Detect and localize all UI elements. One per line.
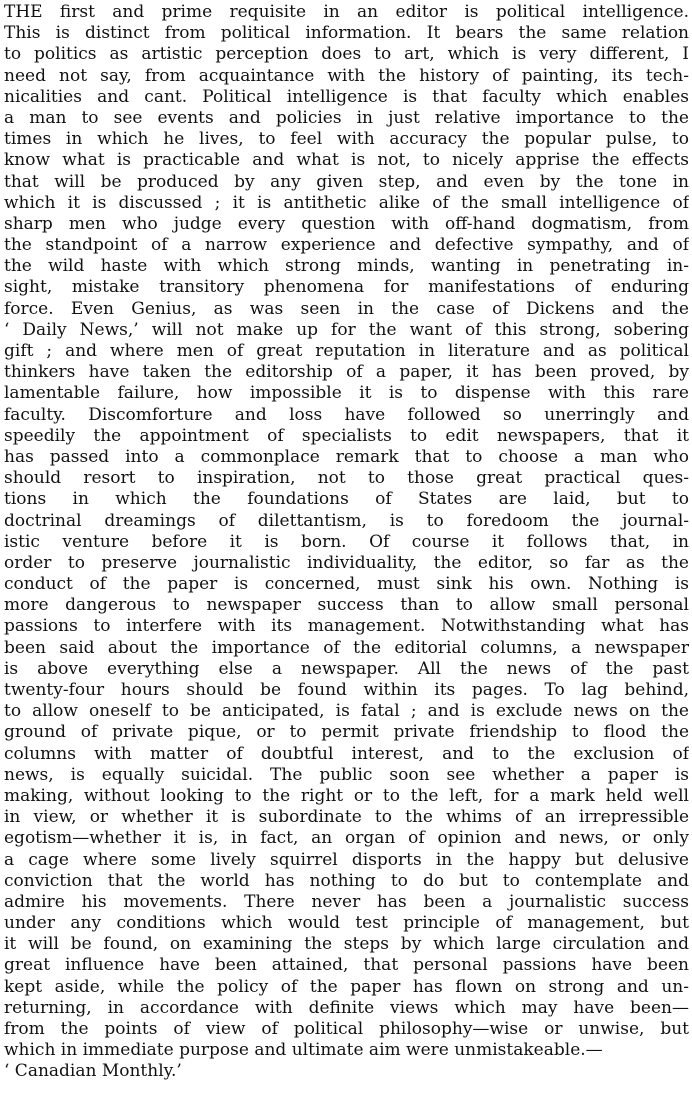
article-line: the standpoint of a narrow experience and defective sympathy, and of	[4, 235, 689, 256]
article-line: twenty-four hours should be found within its pages. To lag behind,	[4, 680, 689, 700]
article-line: doctrinal dreamings of dilettantism, is to foredoom the journal-	[4, 510, 689, 531]
article-line: know what is practicable and what is not, to nicely apprise the effects	[4, 150, 689, 171]
article-line: which in immediate purpose and ultimate aim were unmistakeable.—	[4, 1040, 603, 1061]
article-line: that will be produced by any given step, and even by the tone in	[4, 171, 689, 192]
article-line: nicalities and cant. Political intelligence is that faculty which enables	[4, 86, 689, 107]
article-line: is above everything else a newspaper. All the news of the past	[4, 658, 689, 679]
article-line: sight, mistake transitory phenomena for manifestations of enduring	[4, 277, 689, 298]
article-line: kept aside, while the policy of the paper has flown on strong and un-	[4, 976, 689, 997]
article-line: which it is discussed ; it is antithetic alike of the small intelligence of	[4, 192, 689, 213]
article-line: tions in which the foundations of States are laid, but to	[4, 489, 689, 510]
article-line: THE first and prime requisite in an editor is political intelligence.	[4, 2, 689, 22]
article-line: This is distinct from political information. It bears the same relation	[4, 23, 689, 44]
article-line: ‘ Canadian Monthly.’	[4, 1061, 182, 1082]
article-line: sharp men who judge every question with off-hand dogmatism, from	[4, 213, 689, 234]
article-line: force. Even Genius, as was seen in the case of Dickens and the	[4, 298, 689, 319]
article-line: speedily the appointment of specialists to edit newspapers, that it	[4, 425, 689, 446]
article-line: order to preserve journalistic individuality, the editor, so far as the	[4, 552, 689, 573]
article-line: times in which he lives, to feel with accuracy the popular pulse, to	[4, 129, 689, 150]
article-text-block	[4, 2, 689, 1108]
article-line: to politics as artistic perception does to art, which is very different, I	[4, 44, 689, 65]
article-line: more dangerous to newspaper success than to allow small personal	[4, 595, 689, 616]
article-line: making, without looking to the right or to the left, for a mark held well	[4, 785, 689, 806]
article-line: istic venture before it is born. Of course it follows that, in	[4, 531, 689, 552]
article-line: should resort to inspiration, not to those great practical ques-	[4, 468, 689, 489]
article-line: a man to see events and policies in just relative importance to the	[4, 107, 689, 128]
article-line: a cage where some lively squirrel disports in the happy but delusive	[4, 849, 689, 870]
article-line: ground of private pique, or to permit private friendship to flood the	[4, 722, 689, 743]
article-line: need not say, from acquaintance with the history of painting, its tech-	[4, 65, 689, 86]
article-line: in view, or whether it is subordinate to the whims of an irrepressible	[4, 807, 689, 828]
article-line: news, is equally suicidal. The public soon see whether a paper is	[4, 764, 689, 785]
article-line: has passed into a commonplace remark that to choose a man who	[4, 446, 689, 467]
article-line: egotism—whether it is, in fact, an organ of opinion and news, or only	[4, 828, 689, 849]
article-line: conviction that the world has nothing to do but to contemplate and	[4, 870, 689, 891]
article-line: passions to interfere with its management. Notwithstanding what has	[4, 616, 689, 637]
article-line: admire his movements. There never has been a journalistic success	[4, 891, 689, 912]
article-line: great influence have been attained, that personal passions have been	[4, 955, 689, 976]
article-line: been said about the importance of the editorial columns, a newspaper	[4, 637, 689, 658]
article-line: thinkers have taken the editorship of a paper, it has been proved, by	[4, 362, 689, 383]
article-line: ‘ Daily News,’ will not make up for the want of this strong, sobering	[4, 319, 689, 340]
article-line: conduct of the paper is concerned, must sink his own. Nothing is	[4, 574, 689, 595]
article-line: faculty. Discomforture and loss have followed so unerringly and	[4, 404, 689, 425]
article-line: lamentable failure, how impossible it is to dispense with this rare	[4, 383, 689, 404]
article-line: it will be found, on examining the steps by which large circulation and	[4, 934, 689, 955]
article-line: from the points of view of political philosophy—wise or unwise, but	[4, 1019, 689, 1039]
article-line: gift ; and where men of great reputation in literature and as political	[4, 341, 689, 361]
article-line: the wild haste with which strong minds, wanting in penetrating in-	[4, 256, 689, 277]
article-line: returning, in accordance with definite views which may have been—	[4, 997, 689, 1018]
article-line: to allow oneself to be anticipated, is fatal ; and is exclude news on the	[4, 701, 689, 722]
article-line: under any conditions which would test principle of management, but	[4, 913, 689, 934]
article-line: columns with matter of doubtful interest, and to the exclusion of	[4, 743, 689, 764]
